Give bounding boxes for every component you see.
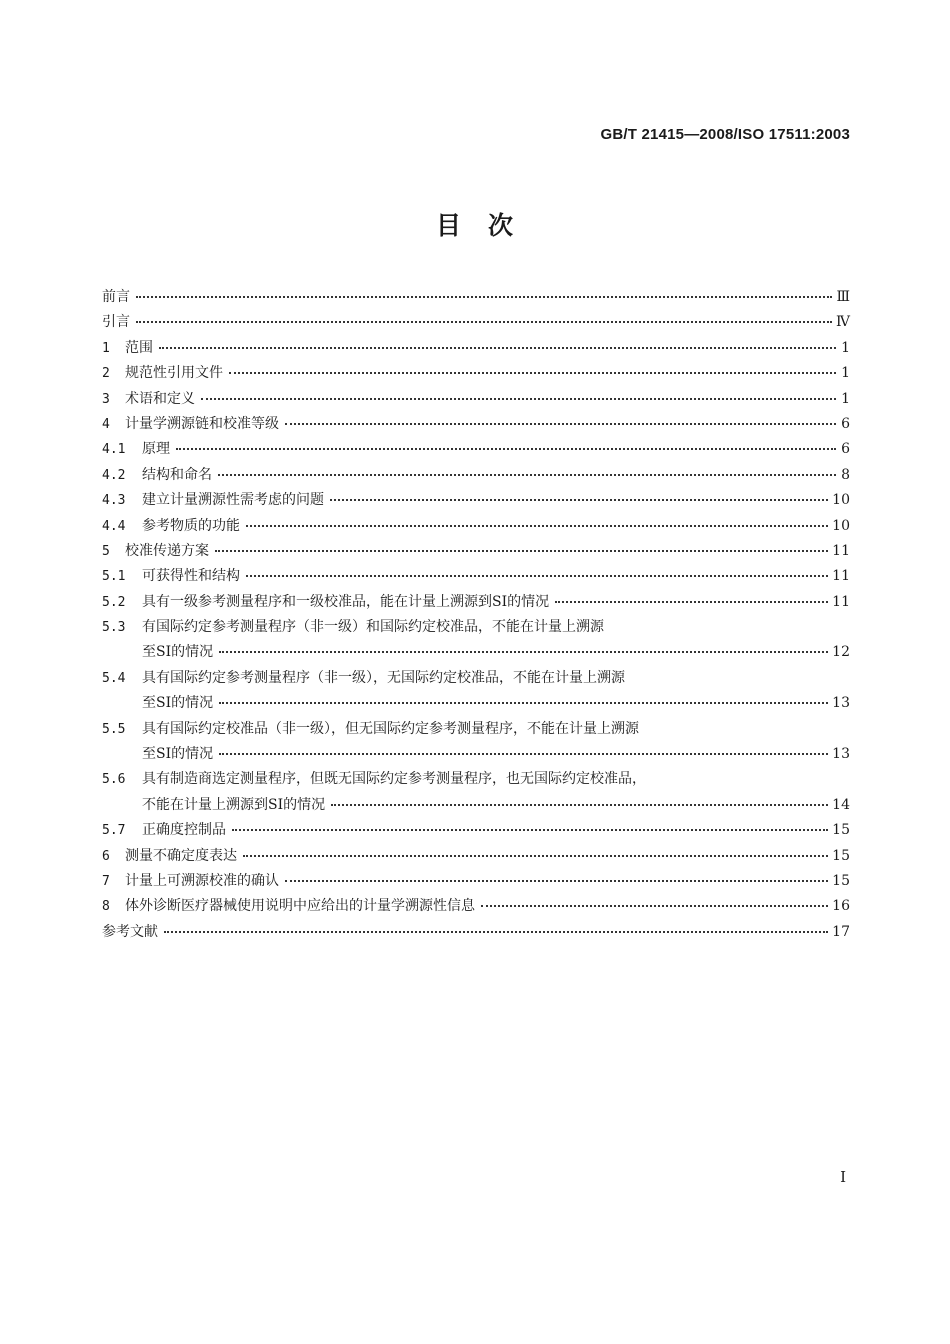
toc-entry-page: 11 (832, 542, 850, 559)
toc-leader-dots (331, 804, 828, 806)
toc-entry-3[interactable] (102, 388, 850, 413)
toc-entry-title: 引言 (102, 314, 130, 331)
toc-entry-number: 4.2 (102, 467, 126, 483)
toc-entry-title: 具有一级参考测量程序和一级校准品，能在计量上溯源到SI的情况 (142, 593, 550, 610)
toc-entry-page: 1 (841, 339, 850, 356)
toc-leader-dots (285, 880, 828, 882)
toc-leader-dots (243, 855, 828, 857)
toc-leader-dots (232, 829, 828, 831)
toc-entry-page: 10 (832, 492, 850, 509)
toc-leader-dots (229, 372, 836, 374)
toc-entry-number: 6 (102, 848, 110, 864)
toc-entry-page: 6 (841, 441, 850, 458)
toc-entry-title: 参考物质的功能 (142, 517, 240, 534)
toc-entry-title: 原理 (142, 441, 170, 458)
toc-entry-page: 16 (832, 898, 850, 915)
toc-entry-5-6[interactable] (102, 768, 850, 793)
toc-leader-dots (330, 499, 828, 501)
toc-entry-5-4[interactable] (102, 667, 850, 692)
toc-entry-number: 7 (102, 873, 110, 889)
toc-entry-number: 2 (102, 366, 110, 382)
toc-entry-page: 15 (832, 847, 850, 864)
toc-entry-4[interactable] (102, 413, 850, 438)
toc-entry-title: 结构和命名 (142, 466, 212, 483)
toc-leader-dots (218, 474, 836, 476)
table-of-contents (102, 286, 850, 946)
toc-leader-dots (164, 931, 828, 933)
toc-entry-title-continuation: 至SI的情况 (142, 746, 214, 763)
toc-entry-number: 5.2 (102, 594, 126, 610)
toc-entry-6[interactable] (102, 845, 850, 870)
toc-entry-page: 11 (832, 568, 850, 585)
toc-leader-dots (555, 601, 828, 603)
toc-entry-number: 4 (102, 416, 110, 432)
toc-leader-dots (159, 347, 836, 349)
toc-entry-title: 前言 (102, 289, 130, 305)
toc-entry-number: 4.1 (102, 442, 126, 458)
toc-entry-5-6-continuation[interactable] (102, 794, 850, 819)
toc-entry-title: 具有国际约定参考测量程序（非一级），无国际约定校准品，不能在计量上溯源 (142, 669, 625, 686)
toc-entry-title: 体外诊断医疗器械使用说明中应给出的计量学溯源性信息 (125, 898, 475, 915)
toc-entry-introduction[interactable] (102, 311, 850, 336)
toc-leader-dots (219, 651, 828, 653)
toc-entry-title: 范围 (125, 339, 153, 356)
toc-leader-dots (136, 296, 832, 298)
toc-entry-5-5-continuation[interactable] (102, 743, 850, 768)
toc-entry-page: 6 (841, 415, 850, 432)
toc-leader-dots (219, 753, 828, 755)
toc-entry-page: 13 (832, 746, 850, 763)
toc-entry-page: 14 (832, 796, 850, 813)
toc-leader-dots (136, 321, 832, 323)
toc-entry-4-4[interactable] (102, 515, 850, 540)
toc-entry-page: 11 (832, 593, 850, 610)
toc-leader-dots (215, 550, 828, 552)
toc-entry-bibliography[interactable] (102, 921, 850, 946)
toc-entry-number: 5.5 (102, 721, 126, 737)
toc-entry-title: 规范性引用文件 (125, 365, 223, 382)
toc-entry-number: 4.4 (102, 518, 126, 534)
toc-entry-number: 5.1 (102, 569, 126, 585)
toc-entry-page: 8 (841, 466, 850, 483)
toc-entry-4-1[interactable] (102, 438, 850, 463)
toc-leader-dots (176, 448, 836, 450)
toc-entry-title: 正确度控制品 (142, 822, 226, 839)
toc-entry-number: 5.6 (102, 772, 126, 788)
toc-entry-7[interactable] (102, 870, 850, 895)
toc-entry-5-3[interactable] (102, 616, 850, 641)
toc-entry-5-3-continuation[interactable] (102, 641, 850, 666)
toc-entry-page: Ⅳ (836, 314, 850, 331)
toc-entry-page: 1 (841, 390, 850, 407)
toc-entry-8[interactable] (102, 895, 850, 920)
toc-entry-5-7[interactable] (102, 819, 850, 844)
page-number: I (840, 1168, 846, 1186)
toc-entry-page: 13 (832, 695, 850, 712)
toc-entry-number: 3 (102, 391, 110, 407)
toc-entry-foreword[interactable] (102, 286, 850, 311)
toc-entry-title: 计量学溯源链和校准等级 (125, 415, 279, 432)
toc-leader-dots (285, 423, 836, 425)
toc-entry-title-continuation: 至SI的情况 (142, 644, 214, 661)
toc-entry-page: 1 (841, 365, 850, 382)
toc-entry-1[interactable] (102, 337, 850, 362)
toc-entry-page: 10 (832, 517, 850, 534)
toc-entry-title: 建立计量溯源性需考虑的问题 (142, 492, 324, 509)
toc-entry-title: 测量不确定度表达 (125, 847, 237, 864)
toc-entry-title: 具有国际约定校准品（非一级），但无国际约定参考测量程序，不能在计量上溯源 (142, 720, 639, 737)
toc-entry-title: 计量上可溯源校准的确认 (125, 872, 279, 889)
toc-entry-title: 校准传递方案 (125, 542, 209, 559)
toc-entry-page: 12 (832, 644, 850, 661)
toc-entry-4-2[interactable] (102, 464, 850, 489)
toc-leader-dots (201, 398, 836, 400)
toc-entry-page: 15 (832, 822, 850, 839)
toc-entry-number: 8 (102, 899, 110, 915)
toc-entry-title: 具有制造商选定测量程序，但既无国际约定参考测量程序，也无国际约定校准品， (142, 771, 646, 788)
toc-leader-dots (481, 905, 828, 907)
toc-entry-5-4-continuation[interactable] (102, 692, 850, 717)
toc-entry-title: 可获得性和结构 (142, 568, 240, 585)
toc-entry-number: 5.4 (102, 670, 126, 686)
toc-entry-5-5[interactable] (102, 718, 850, 743)
toc-entry-title-continuation: 至SI的情况 (142, 695, 214, 712)
toc-entry-page: 17 (832, 923, 850, 940)
toc-leader-dots (246, 575, 828, 577)
standard-code: GB/T 21415—2008/ISO 17511:2003 (600, 126, 850, 143)
toc-entry-title: 术语和定义 (125, 390, 195, 407)
toc-title: 目 次 (435, 211, 514, 240)
toc-entry-number: 5.3 (102, 620, 126, 636)
toc-entry-5-1[interactable] (102, 565, 850, 590)
toc-entry-title: 有国际约定参考测量程序（非一级）和国际约定校准品，不能在计量上溯源 (142, 619, 604, 636)
toc-entry-5[interactable] (102, 540, 850, 565)
toc-entry-number: 5 (102, 543, 110, 559)
toc-entry-title-continuation: 不能在计量上溯源到SI的情况 (142, 796, 326, 813)
toc-entry-number: 1 (102, 340, 110, 356)
toc-entry-page: Ⅲ (836, 289, 850, 305)
toc-entry-page: 15 (832, 872, 850, 889)
toc-entry-2[interactable] (102, 362, 850, 387)
toc-entry-4-3[interactable] (102, 489, 850, 514)
toc-entry-5-2[interactable] (102, 591, 850, 616)
toc-leader-dots (219, 702, 828, 704)
toc-entry-number: 5.7 (102, 823, 126, 839)
toc-entry-title: 参考文献 (102, 923, 158, 940)
toc-leader-dots (246, 525, 828, 527)
toc-entry-number: 4.3 (102, 493, 126, 509)
